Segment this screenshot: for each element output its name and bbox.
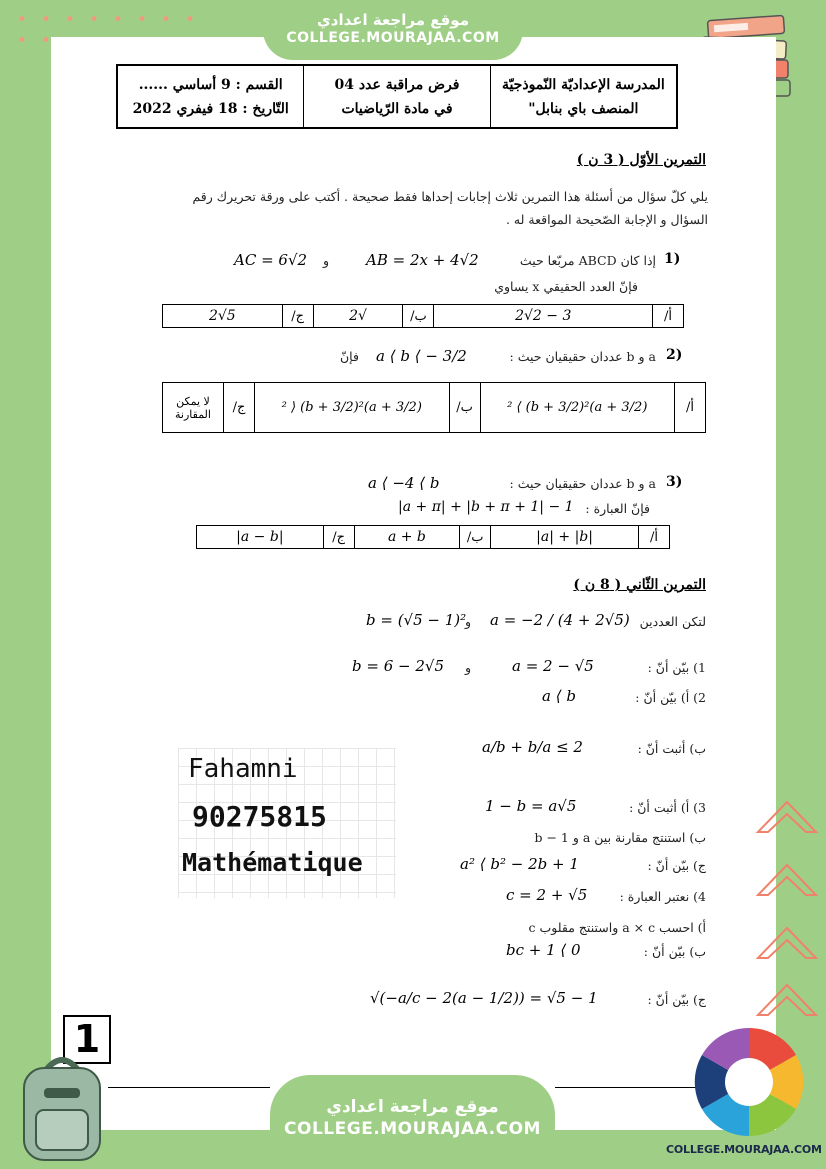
exercise2-intro: لتكن العددين bbox=[639, 614, 706, 629]
q3-opt-b-label: ب/ bbox=[460, 526, 491, 549]
exercise1-intro2: السؤال و الإجابة الصّحيحة المواقعة له . bbox=[505, 212, 708, 227]
q3-math: a ⟨ −4 ⟨ b bbox=[368, 474, 440, 492]
chevron-up-icon bbox=[754, 855, 820, 915]
q3-number: 3) bbox=[666, 474, 683, 490]
ex2-q3a-math: 1 − b = a√5 bbox=[485, 797, 577, 815]
class-line: القسم : 9 أساسي ...... bbox=[138, 76, 283, 93]
exercise2-title: التمرين الثّاني ( 8 ن ) bbox=[573, 577, 706, 593]
ex2-q2a: 2) أ) بيّن أنّ : bbox=[635, 690, 706, 705]
q1-math-ac: AC = 6√2 bbox=[234, 251, 308, 269]
school-line1: المدرسة الإعداديّة النّموذجيّة bbox=[501, 76, 665, 93]
q2-opt-c-value: لا يمكن المقارنة bbox=[163, 383, 224, 433]
class-cell bbox=[118, 66, 303, 127]
ex2-q3a: 3) أ) أثبت أنّ : bbox=[629, 800, 706, 815]
brand-arabic: موقع مراجعة اعدادي bbox=[317, 11, 469, 29]
chevron-up-icon bbox=[754, 792, 820, 852]
q3-text2: فإنّ العبارة : bbox=[585, 501, 650, 516]
ex2-q4: 4) نعتبر العبارة : bbox=[619, 889, 706, 904]
q2-options bbox=[162, 382, 706, 433]
test-cell bbox=[303, 66, 489, 127]
ex2-q3c: ج) بيّن أنّ : bbox=[647, 858, 706, 873]
q3-opt-a-label: أ/ bbox=[639, 526, 670, 549]
q3-opt-c-value: |a − b| bbox=[197, 526, 324, 549]
ex2-b-def: b = (√5 − 1)² bbox=[366, 611, 467, 629]
exercise1-intro1: يلي كلّ سؤال من أسئلة هذا التمرين ثلاث إجابات إحداها فقط صحيحة . أكتب على ورقة تحريرك رقم bbox=[192, 189, 708, 204]
school-line2: المنصف باي بنابل" bbox=[528, 100, 639, 117]
bottom-brand-tab bbox=[270, 1075, 555, 1169]
q1-number: 1) bbox=[664, 251, 681, 267]
q2-opt-c-label: ج/ bbox=[224, 383, 255, 433]
q1-opt-b-label: ب/ bbox=[403, 305, 434, 328]
ex2-q4c-math: √(−a/c − 2(a − 1/2)) = √5 − 1 bbox=[370, 989, 598, 1007]
education-wheel-logo[interactable] bbox=[694, 1024, 804, 1142]
q3-text: a و b عددان حقيقيان حيث : bbox=[509, 476, 656, 491]
brand-url[interactable]: COLLEGE.MOURAJAA.COM bbox=[286, 30, 500, 46]
ex2-a-def: a = −2 / (4 + 2√5) bbox=[490, 611, 630, 629]
date-line: التّاريخ : 18 فيفري 2022 bbox=[132, 100, 289, 117]
q3-options bbox=[196, 525, 670, 549]
ex2-q1-b: b = 6 − 2√5 bbox=[352, 657, 444, 675]
ex2-q1-a: a = 2 − √5 bbox=[512, 657, 594, 675]
ex2-q1: 1) بيّن أنّ : bbox=[647, 660, 706, 675]
stamp-line2: 90275815 bbox=[192, 800, 327, 833]
q1-opt-c-value: 5√2 bbox=[163, 305, 283, 328]
q3-opt-b-value: a + b bbox=[354, 526, 459, 549]
brand-arabic-bottom: موقع مراجعة اعدادي bbox=[326, 1097, 499, 1117]
backpack-icon bbox=[14, 1048, 110, 1164]
ex2-q4b: ب) بيّن أنّ : bbox=[643, 944, 706, 959]
test-line2: في مادة الرّياضيات bbox=[341, 100, 453, 117]
q2-opt-a-value: (a + 3/2)² ⟨ (b + 3/2)² bbox=[480, 383, 675, 433]
school-cell bbox=[490, 66, 676, 127]
logo-url[interactable]: COLLEGE.MOURAJAA.COM bbox=[666, 1143, 822, 1156]
ex2-q1-and: و bbox=[465, 660, 472, 675]
q2-opt-a-label: أ/ bbox=[675, 383, 706, 433]
q3-expr: |a + π| + |b + π + 1| − 1 bbox=[398, 499, 574, 515]
ex2-q4a: أ) احسب a × c واستنتج مقلوب c bbox=[528, 920, 706, 935]
brand-url-bottom[interactable]: COLLEGE.MOURAJAA.COM bbox=[284, 1119, 541, 1139]
q2-opt-b-label: ب/ bbox=[449, 383, 480, 433]
q1-opt-a-label: أ/ bbox=[653, 305, 684, 328]
q2-math: a ⟨ b ⟨ − 3/2 bbox=[376, 347, 467, 365]
q1-opt-c-label: ج/ bbox=[282, 305, 313, 328]
top-brand-tab bbox=[263, 0, 523, 60]
test-line1: فرض مراقبة عدد 04 bbox=[334, 76, 460, 93]
q2-then: فإنّ bbox=[340, 349, 359, 364]
q1-options bbox=[162, 304, 684, 328]
ex2-q4-math: c = 2 + √5 bbox=[506, 886, 588, 904]
stamp-line1: Fahamni bbox=[188, 754, 298, 784]
footer-rule-left bbox=[108, 1087, 270, 1088]
ex2-q2b-math: a/b + b/a ≤ 2 bbox=[482, 738, 583, 756]
q2-opt-b-value: (a + 3/2)² ⟩ (b + 3/2)² bbox=[255, 383, 450, 433]
chevron-up-icon bbox=[754, 918, 820, 978]
exam-header bbox=[116, 64, 678, 129]
q1-math-ab: AB = 2x + 4√2 bbox=[366, 251, 479, 269]
q3-opt-c-label: ج/ bbox=[323, 526, 354, 549]
q1-opt-b-value: √2 bbox=[313, 305, 403, 328]
q3-opt-a-value: |a| + |b| bbox=[491, 526, 639, 549]
ex2-q2b: ب) أثبت أنّ : bbox=[637, 741, 706, 756]
exercise1-title: التمرين الأوّل ( 3 ن ) bbox=[576, 152, 706, 168]
ex2-q2a-math: a ⟨ b bbox=[542, 687, 576, 705]
q1-and: و bbox=[323, 253, 330, 268]
page-number-box: 1 bbox=[63, 1015, 111, 1064]
ex2-q4b-math: bc + 1 ⟨ 0 bbox=[506, 941, 581, 959]
ex2-q4c: ج) بيّن أنّ : bbox=[647, 992, 706, 1007]
ex2-q3c-math: a² ⟨ b² − 2b + 1 bbox=[460, 855, 579, 873]
q1-text2: فإنّ العدد الحقيقي x يساوي bbox=[494, 279, 638, 294]
tutor-stamp bbox=[178, 748, 396, 898]
q1-text: إذا كان ABCD مربّعا حيث bbox=[519, 253, 656, 268]
q2-number: 2) bbox=[666, 347, 683, 363]
ex2-q3b: ب) استنتج مقارنة بين a و b − 1 bbox=[534, 830, 706, 845]
stamp-line3: Mathématique bbox=[182, 848, 363, 877]
q2-text: a و b عددان حقيقيان حيث : bbox=[509, 349, 656, 364]
ex2-and: و bbox=[465, 614, 472, 629]
q1-opt-a-value: 3 − 2√2 bbox=[434, 305, 653, 328]
